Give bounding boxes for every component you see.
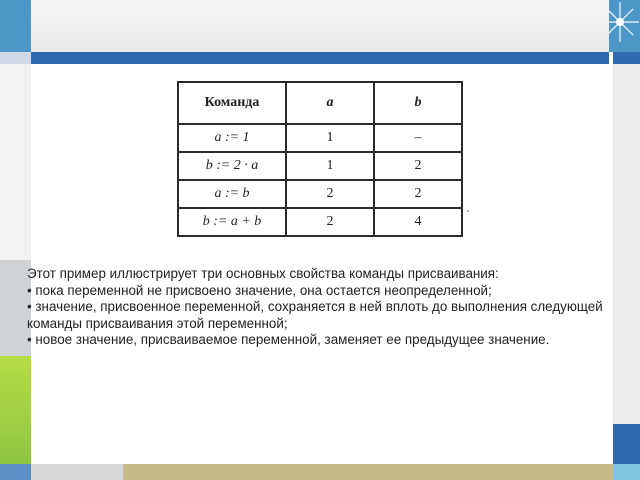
left-deco-green	[0, 356, 31, 464]
bullet-item: • значение, присвоенное переменной, сохраняется в ней вплоть до выполнения следующей команды присваивания этой переменной;	[27, 299, 603, 331]
header-command: Команда	[178, 82, 286, 124]
right-deco-cyan	[613, 464, 640, 480]
table-row	[178, 208, 462, 236]
table-cell-a: 1	[286, 124, 374, 152]
table-row	[178, 152, 462, 180]
assignment-table	[177, 81, 463, 237]
bottom-deco-tan	[123, 464, 613, 480]
right-deco-light	[613, 64, 640, 424]
table-header-row	[178, 82, 462, 124]
table-cell-a: 2	[286, 180, 374, 208]
stray-mark: ·	[466, 203, 470, 217]
right-deco-blue-lower	[613, 424, 640, 464]
bullet-item: • новое значение, присваиваемое переменной, заменяет ее предыдущее значение.	[27, 332, 550, 348]
table-row	[178, 124, 462, 152]
intro-line: Этот пример иллюстрирует три основных свойства команды присваивания:	[27, 266, 499, 281]
explanation-text	[27, 266, 627, 349]
table-cell-b: 2	[374, 180, 462, 208]
header-a: a	[286, 82, 374, 124]
left-deco-light	[0, 64, 31, 260]
header-blue-bar	[31, 52, 609, 64]
table-cell-b: 2	[374, 152, 462, 180]
left-deco-bottom	[0, 464, 31, 480]
sparkle-icon	[609, 0, 640, 52]
table-cell-command: b := 2 · a	[178, 152, 286, 180]
table-cell-a: 2	[286, 208, 374, 236]
right-deco-blue	[613, 52, 640, 64]
table-cell-b: 4	[374, 208, 462, 236]
table-cell-command: a := b	[178, 180, 286, 208]
bullet-item: • пока переменной не присвоено значение, она остается неопределенной;	[27, 282, 492, 298]
table-cell-command: b := a + b	[178, 208, 286, 236]
left-deco-strip	[0, 52, 31, 64]
table-cell-b: –	[374, 124, 462, 152]
header-b: b	[374, 82, 462, 124]
table-cell-a: 1	[286, 152, 374, 180]
table-row	[178, 180, 462, 208]
bottom-deco-gray	[31, 464, 123, 480]
header-band	[31, 0, 609, 52]
table-cell-command: a := 1	[178, 124, 286, 152]
left-deco-top	[0, 0, 31, 52]
